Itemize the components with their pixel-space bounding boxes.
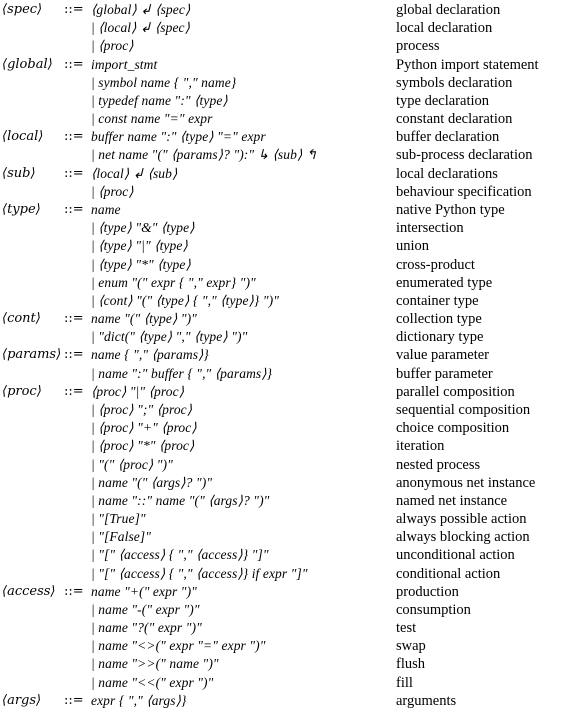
grammar-row (0, 1, 568, 19)
grammar-row (0, 146, 568, 164)
production-rule: | name "<>(" expr "=" expr ")" (91, 638, 266, 654)
rule-description: sub-process declaration (396, 147, 533, 164)
production-rule: | ⟨cont⟩ "(" ⟨type⟩ { "," ⟨type⟩} ")" (91, 292, 280, 308)
rule-description: consumption (396, 601, 471, 618)
rule-description: collection type (396, 311, 482, 328)
grammar-row (0, 237, 568, 255)
production-rule: | ⟨type⟩ "*" ⟨type⟩ (91, 256, 191, 272)
rule-description: choice composition (396, 420, 510, 437)
grammar-row (0, 492, 568, 510)
rule-description: fill (396, 674, 413, 691)
rule-description: symbols declaration (396, 74, 513, 91)
production-rule: expr { "," ⟨args⟩} (91, 692, 187, 708)
production-rule: ⟨local⟩ ↲ ⟨sub⟩ (91, 165, 178, 181)
rule-description: parallel composition (396, 383, 515, 400)
rule-description: buffer parameter (396, 365, 493, 382)
production-rule: | typedef name ":" ⟨type⟩ (91, 92, 228, 108)
grammar-row (0, 310, 568, 328)
production-rule: | name "?(" expr ")" (91, 620, 202, 636)
grammar-row (0, 383, 568, 401)
rule-description: anonymous net instance (396, 474, 536, 491)
grammar-row (0, 528, 568, 546)
grammar-row (0, 456, 568, 474)
nonterminal: ⟨global⟩ (2, 56, 53, 72)
grammar-row (0, 474, 568, 492)
rule-description: iteration (396, 438, 445, 455)
rule-description: type declaration (396, 92, 489, 109)
grammar-row (0, 292, 568, 310)
nonterminal: ⟨cont⟩ (2, 311, 41, 327)
production-rule: | const name "=" expr (91, 111, 213, 127)
rule-description: enumerated type (396, 274, 493, 291)
nonterminal: ⟨local⟩ (2, 129, 44, 145)
define-operator: ::= (64, 383, 84, 399)
define-operator: ::= (64, 583, 84, 599)
production-rule: | name "<<(" expr ")" (91, 674, 214, 690)
grammar-row (0, 637, 568, 655)
rule-description: unconditional action (396, 547, 515, 564)
grammar-row (0, 128, 568, 146)
rule-description: value parameter (396, 347, 489, 364)
production-rule: name "(" ⟨type⟩ ")" (91, 311, 197, 327)
grammar-row (0, 510, 568, 528)
grammar-row (0, 565, 568, 583)
rule-description: always blocking action (396, 529, 530, 546)
rule-description: constant declaration (396, 111, 513, 128)
define-operator: ::= (64, 347, 84, 363)
define-operator: ::= (64, 692, 84, 708)
grammar-row (0, 37, 568, 55)
grammar-row (0, 346, 568, 364)
rule-description: dictionary type (396, 329, 484, 346)
rule-description: local declarations (396, 165, 498, 182)
define-operator: ::= (64, 311, 84, 327)
production-rule: | ⟨proc⟩ (91, 38, 134, 54)
rule-description: test (396, 620, 417, 637)
nonterminal: ⟨sub⟩ (2, 165, 36, 181)
grammar-row (0, 674, 568, 692)
production-rule: name { "," ⟨params⟩} (91, 347, 209, 363)
rule-description: sequential composition (396, 401, 531, 418)
grammar-row (0, 546, 568, 564)
production-rule: | "(" ⟨proc⟩ ")" (91, 456, 173, 472)
grammar-row (0, 183, 568, 201)
production-rule: | enum "(" expr { "," expr} ")" (91, 274, 256, 290)
production-rule: | ⟨type⟩ "&" ⟨type⟩ (91, 220, 195, 236)
define-operator: ::= (64, 56, 84, 72)
production-rule: ⟨proc⟩ "|" ⟨proc⟩ (91, 383, 185, 399)
rule-description: flush (396, 656, 425, 673)
production-rule: | "[" ⟨access⟩ { "," ⟨access⟩} if expr "]" (91, 565, 308, 581)
grammar-row (0, 92, 568, 110)
production-rule: ⟨global⟩ ↲ ⟨spec⟩ (91, 2, 191, 17)
production-rule: | net name "(" ⟨params⟩? "):" ↳ ⟨sub⟩ ↰ (91, 147, 318, 163)
production-rule: | ⟨type⟩ "|" ⟨type⟩ (91, 238, 188, 254)
production-rule: | name "-(" expr ")" (91, 601, 200, 617)
rule-description: cross-product (396, 256, 475, 273)
rule-description: swap (396, 638, 426, 655)
rule-description: named net instance (396, 492, 508, 509)
rule-description: container type (396, 292, 479, 309)
grammar-row (0, 56, 568, 74)
rule-description: arguments (396, 692, 457, 709)
grammar-row (0, 328, 568, 346)
rule-description: process (396, 38, 440, 55)
define-operator: ::= (64, 129, 84, 145)
production-rule: name (91, 201, 121, 217)
production-rule: | name "(" ⟨args⟩? ")" (91, 474, 213, 490)
production-rule: | ⟨proc⟩ "*" ⟨proc⟩ (91, 438, 195, 454)
production-rule: | name ">>(" name ")" (91, 656, 219, 672)
define-operator: ::= (64, 201, 84, 217)
rule-description: intersection (396, 220, 464, 237)
production-rule: | symbol name { "," name} (91, 74, 237, 90)
rule-description: production (396, 583, 459, 600)
grammar-row (0, 256, 568, 274)
grammar-row (0, 437, 568, 455)
grammar-row (0, 655, 568, 673)
grammar-row (0, 110, 568, 128)
production-rule: | ⟨proc⟩ "+" ⟨proc⟩ (91, 420, 197, 436)
production-rule: | "[" ⟨access⟩ { "," ⟨access⟩} "]" (91, 547, 269, 563)
production-rule: | "[True]" (91, 511, 146, 527)
rule-description: local declaration (396, 20, 493, 37)
rule-description: native Python type (396, 201, 505, 218)
rule-description: buffer declaration (396, 129, 500, 146)
production-rule: | "[False]" (91, 529, 152, 545)
grammar-row (0, 619, 568, 637)
define-operator: ::= (64, 2, 84, 17)
production-rule: buffer name ":" ⟨type⟩ "=" expr (91, 129, 266, 145)
production-rule: | "dict(" ⟨type⟩ "," ⟨type⟩ ")" (91, 329, 248, 345)
rule-description: always possible action (396, 511, 527, 528)
production-rule: name "+(" expr ")" (91, 583, 197, 599)
grammar-row (0, 583, 568, 601)
production-rule: | name "::" name "(" ⟨args⟩? ")" (91, 492, 270, 508)
rule-description: Python import statement (396, 56, 539, 73)
grammar-row (0, 365, 568, 383)
grammar-row (0, 274, 568, 292)
rule-description: behaviour specification (396, 183, 532, 200)
grammar-row (0, 401, 568, 419)
production-rule: | ⟨proc⟩ ";" ⟨proc⟩ (91, 401, 193, 417)
define-operator: ::= (64, 165, 84, 181)
grammar-row (0, 419, 568, 437)
rule-description: global declaration (396, 2, 501, 18)
nonterminal: ⟨access⟩ (2, 583, 56, 599)
grammar-row (0, 165, 568, 183)
grammar-row (0, 692, 568, 710)
grammar-row (0, 219, 568, 237)
production-rule: | ⟨local⟩ ↲ ⟨spec⟩ (91, 20, 190, 36)
nonterminal: ⟨type⟩ (2, 201, 41, 217)
nonterminal: ⟨params⟩ (2, 347, 62, 363)
rule-description: nested process (396, 456, 481, 473)
nonterminal: ⟨spec⟩ (2, 2, 43, 17)
nonterminal: ⟨args⟩ (2, 692, 42, 708)
grammar-row (0, 74, 568, 92)
grammar-row (0, 19, 568, 37)
rule-description: conditional action (396, 565, 501, 582)
rule-description: union (396, 238, 430, 255)
nonterminal: ⟨proc⟩ (2, 383, 42, 399)
production-rule: | ⟨proc⟩ (91, 183, 134, 199)
production-rule: | name ":" buffer { "," ⟨params⟩} (91, 365, 273, 381)
production-rule: import_stmt (91, 56, 158, 72)
grammar-row (0, 601, 568, 619)
grammar-row (0, 201, 568, 219)
